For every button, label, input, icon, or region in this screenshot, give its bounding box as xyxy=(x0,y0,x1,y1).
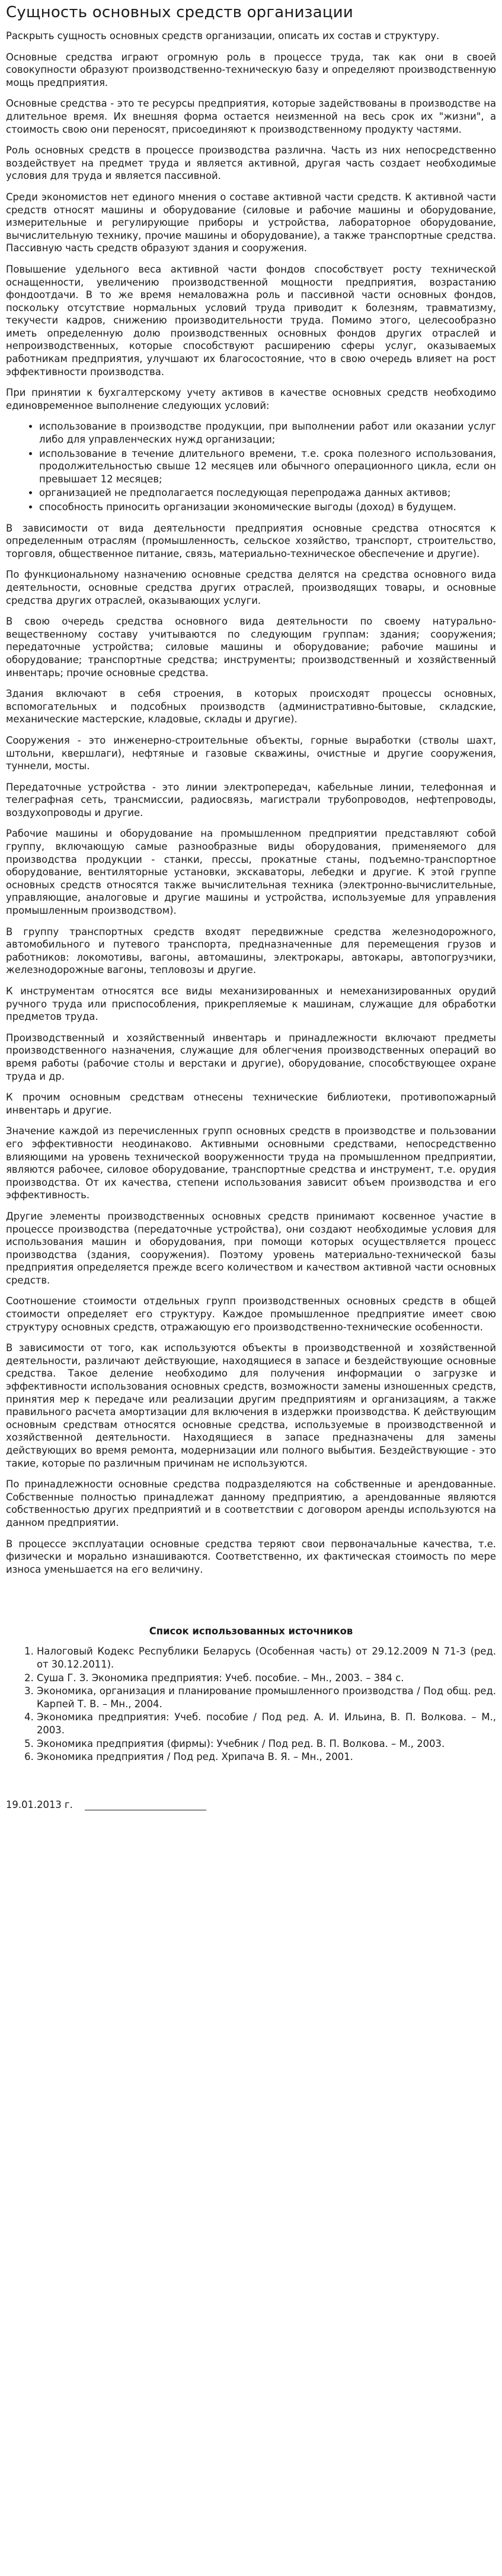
paragraph: Повышение удельного веса активной части фондов способствует росту технической оснащенности, увеличению производственной мощности предприятия, возрастанию фондоотдачи. В то же время немаловажна роль и пассивной части основных фондов, поскольку отсутствие нормальных условий труда приводит к болезням, травматизму, текучести кадров, снижению производительности труда. Помимо этого, целесообразно иметь определенную долю производственных основных фондов других отраслей и непроизводственных, которые способствуют расширению сферы услуг, оказываемых работникам предприятия, улучшают их благосостояние, что в свою очередь влияет на рост эффективности производства. xyxy=(6,263,496,377)
source-item: 1. Налоговый Кодекс Республики Беларусь (Особенная часть) от 29.12.2009 N 71-З (ред. от 30.12.2011). xyxy=(37,1645,496,1671)
paragraph: Здания включают в себя строения, в которых происходят процессы основных, вспомогательных и подсобных производств (административно-бытовые, складские, механические мастерские, кладовые, склады и другие). xyxy=(6,688,496,725)
paragraph: В процессе эксплуатации основные средства теряют свои первоначальные качества, т.е. физически и морально изнашиваются. Соответственно, их фактическая стоимость по мере износа уменьшается на его величину. xyxy=(6,1538,496,1575)
body-section-b xyxy=(6,522,496,1576)
source-item: 4. Экономика предприятия: Учеб. пособие / Под ред. А. И. Ильина, В. П. Волкова. – М., 2003. xyxy=(37,1711,496,1736)
paragraph: В свою очередь средства основного вида деятельности по своему натурально-вещественному составу учитываются по следующим группам: здания; сооружения; передаточные устройства; силовые машины и оборудование; рабочие машины и оборудование; транспортные средства; инструменты; производственный и хозяйственный инвентарь; прочие основные средства. xyxy=(6,616,496,679)
sources-list xyxy=(6,1645,496,1763)
paragraph: Другие элементы производственных основных средств принимают косвенное участие в процессе производства (передаточные устройства), они создают необходимые условия для использования машин и оборудования, при помощи которых осуществляется процесс производства (здания, сооружения). Поэтому уровень материально-технической базы предприятия определяется прежде всего количеством и качеством активной части основных средств. xyxy=(6,1210,496,1286)
list-item: • использование в производстве продукции, при выполнении работ или оказании услуг либо для управленческих нужд организации; xyxy=(39,420,496,446)
signature-block xyxy=(6,1799,496,1810)
paragraph: Сооружения - это инженерно-строительные объекты, горные выработки (стволы шахт, штольни, квершлаги), нефтяные и газовые скважины, очистные и другие сооружения, туннели, мосты. xyxy=(6,734,496,772)
paragraph: Рабочие машины и оборудование на промышленном предприятии представляют собой группу, включающую самые разнообразные виды оборудования, применяемого для производства продукции - станки, прессы, прокатные станы, подъемно-транспортное оборудование, вентиляторные установки, экскаваторы, лебедки и другие. К этой группе основных средств относятся также вычислительная техника (электронно-вычислительные, управляющие, аналоговые и другие машины и устройства, используемые для управления промышленным производством). xyxy=(6,828,496,917)
list-item: • способность приносить организации экономические выгоды (доход) в будущем. xyxy=(39,501,496,514)
paragraph: Роль основных средств в процессе производства различна. Часть из них непосредственно воздействует на предмет труда и является активной, другая часть создает необходимые условия для труда и является пассивной. xyxy=(6,145,496,182)
paragraph: В зависимости от вида деятельности предприятия основные средства относятся к определенным отраслям (промышленность, сельское хозяйство, транспорт, строительство, торговля, общественное питание, связь, материально-техническое обеспечение и другие). xyxy=(6,522,496,559)
document-title: Сущность основных средств организации xyxy=(6,4,353,21)
source-item: 5. Экономика предприятия (фирмы): Учебник / Под ред. В. П. Волкова. – М., 2003. xyxy=(37,1737,496,1751)
paragraph: По функциональному назначению основные средства делятся на средства основного вида деятельности, основные средства других отраслей, производящих товары, и основные средства других отраслей, оказывающих услуги. xyxy=(6,569,496,606)
document-date: 19.01.2013 г. xyxy=(6,1799,73,1810)
paragraph: Основные средства - это те ресурсы предприятия, которые задействованы в производстве на длительное время. Их внешняя форма остается неизменной на весь срок их "жизни", а стоимость свою они переносят, присоединяют к производственному продукту частями. xyxy=(6,98,496,135)
paragraph: Основные средства играют огромную роль в процессе труда, так как они в своей совокупности образуют производственно-техническую базу и определяют производственную мощь предприятия. xyxy=(6,51,496,88)
list-item: • организацией не предполагается последующая перепродажа данных активов; xyxy=(39,487,496,500)
paragraph: В группу транспортных средств входят передвижные средства железнодорожного, автомобильного и путевого транспорта, предназначенные для перемещения грузов и работников: локомотивы, вагоны, автомашины, электрокары, автокары, автопогрузчики, железнодорожные вагоны, тепловозы и другие. xyxy=(6,926,496,976)
intro-paragraph: Раскрыть сущность основных средств организации, описать их состав и структуру. xyxy=(6,30,440,41)
paragraph: В зависимости от того, как используются объекты в производственной и хозяйственной деятельности, различают действующие, находящиеся в запасе и бездействующие основные средства. Такое деление необходимо для получения информации о загрузке и эффективности использования основных средств, возможности замены изношенных средств, принятия мер к передаче или реализации другим предприятиям и организациям, а также правильного расчета амортизации для включения в издержки производства. К действующим основным средствам относятся основные средства, используемые в производственной и хозяйственной деятельности. Находящиеся в запасе предназначены для замены действующих во время ремонта, модернизации или полного выбытия. Бездействующие - это такие, которые по различным причинам не используются. xyxy=(6,1342,496,1469)
paragraph: При принятии к бухгалтерскому учету активов в качестве основных средств необходимо единовременное выполнение следующих условий: xyxy=(6,387,496,411)
paragraph: Значение каждой из перечисленных групп основных средств в производстве и пользовании его эффективности неодинаково. Активными основными средствами, непосредственно влияющими на уровень технической вооруженности труда на промышленном предприятии, являются рабочее, силовое оборудование, транспортные средства и инструмент, т.е. орудия производства. От их качества, степени использования зависит объем производства и его эффективность. xyxy=(6,1125,496,1201)
paragraph: По принадлежности основные средства подразделяются на собственные и арендованные. Собственные полностью принадлежат данному предприятию, а арендованные являются собственностью других предприятий и в соответствии с договором аренды используются на данном предприятии. xyxy=(6,1479,496,1528)
paragraph: К инструментам относятся все виды механизированных и немеханизированных орудий ручного труда или приспособления, прикрепляемые к машинам, служащие для обработки предметов труда. xyxy=(6,985,496,1023)
paragraph: К прочим основным средствам отнесены технические библиотеки, противопожарный инвентарь и другие. xyxy=(6,1092,496,1116)
source-item: 2. Суша Г. З. Экономика предприятия: Учеб. пособие. – Мн., 2003. – 384 с. xyxy=(37,1672,496,1685)
paragraph: Соотношение стоимости отдельных групп производственных основных средств в общей стоимости определяет его структуру. Каждое промышленное предприятие имеет свою структуру основных средств, отражающую его производственно-технические особенности. xyxy=(6,1295,496,1333)
signature-line xyxy=(85,1801,206,1810)
sources-title: Список использованных источников xyxy=(149,1625,353,1637)
section-spacer xyxy=(6,1584,496,1625)
body-section-a xyxy=(6,51,496,412)
source-item: 6. Экономика предприятия / Под ред. Хрипача В. Я. – Мн., 2001. xyxy=(37,1751,496,1764)
list-item: • использование в течение длительного времени, т.е. срока полезного использования, продолжительностью свыше 12 месяцев или обычного операционного цикла, если он превышает 12 месяцев; xyxy=(39,447,496,486)
paragraph: Производственный и хозяйственный инвентарь и принадлежности включают предметы производственного назначения, служащие для облегчения производственных операций во время работы (рабочие столы и верстаки и другие), оборудование, способствующее охране труда и др. xyxy=(6,1032,496,1082)
conditions-list xyxy=(6,420,496,513)
source-item: 3. Экономика, организация и планирование промышленного производства / Под общ. ред. Карпей Т. В. – Мн., 2004. xyxy=(37,1685,496,1710)
paragraph: Передаточные устройства - это линии электропередач, кабельные линии, телефонная и телеграфная сеть, трансмиссии, радиосвязь, магистрали трубопроводов, нефтепроводы, воздухопроводы и другие. xyxy=(6,781,496,818)
paragraph: Среди экономистов нет единого мнения о составе активной части средств. К активной части средств относят машины и оборудование (силовые и рабочие машины и оборудование, измерительные и регулирующие приборы и устройства, лабораторное оборудование, вычислительную технику, прочие машины и оборудование), а также транспортные средства. Пассивную часть средств образуют здания и сооружения. xyxy=(6,191,496,254)
